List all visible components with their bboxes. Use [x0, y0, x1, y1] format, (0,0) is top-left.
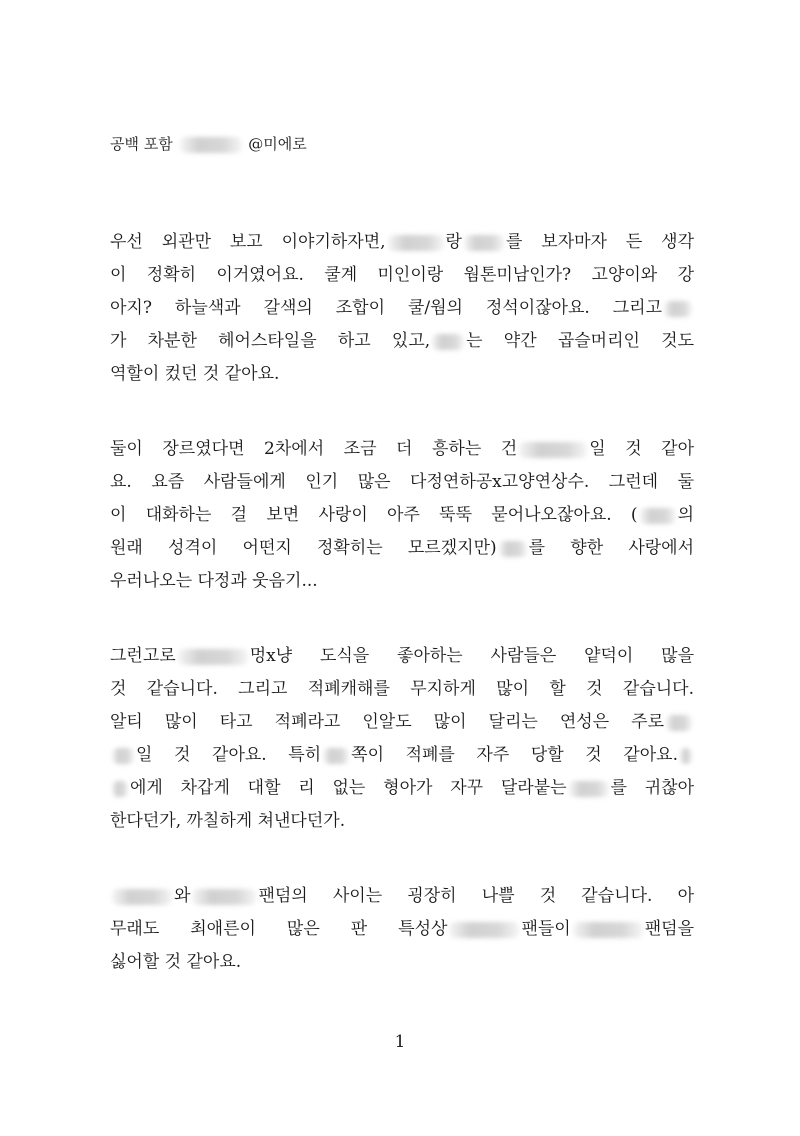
text-segment: 우선 외관만 보고 이야기하자면,	[110, 232, 386, 252]
redacted-text	[112, 889, 172, 905]
text-segment: 일 것 같아	[589, 439, 694, 459]
text-segment: 이 정확히 이거였어요. 쿨계 미인이랑 웜톤미남인가? 고양이와 강	[110, 265, 694, 285]
header-handle: @미에로	[248, 135, 307, 153]
text-segment: 팬들이	[521, 919, 571, 939]
text-segment: 팬덤의 사이는 굉장히 나쁠 것 같습니다. 아	[258, 886, 694, 906]
redacted-text	[192, 889, 256, 905]
text-line	[110, 739, 694, 772]
paragraph	[110, 226, 694, 391]
header-prefix: 공백 포함	[110, 135, 173, 153]
redacted-text	[112, 781, 128, 797]
redacted-text	[573, 922, 643, 938]
text-segment: 의	[677, 505, 694, 525]
text-line	[110, 325, 694, 358]
redacted-text	[180, 137, 242, 153]
text-segment: 우러나오는 다정과 웃음기...	[110, 571, 318, 591]
redacted-text	[464, 235, 504, 251]
redacted-text	[519, 442, 587, 458]
text-line	[110, 772, 694, 805]
text-segment: 를 귀찮아	[610, 778, 694, 798]
redacted-text	[499, 541, 527, 557]
text-line	[110, 433, 694, 466]
paragraph	[110, 433, 694, 598]
redacted-text	[323, 748, 349, 764]
page-header	[110, 134, 307, 154]
text-segment: 한다던가, 까칠하게 쳐낸다던가.	[110, 811, 346, 831]
text-segment: 그런고로	[110, 646, 176, 666]
paragraph	[110, 880, 694, 979]
text-segment: 것 같습니다. 그리고 적폐캐해를 무지하게 많이 할 것 같습니다.	[110, 679, 694, 699]
text-segment: 를 보자마자 든 생각	[505, 232, 694, 252]
text-line	[110, 565, 694, 598]
redacted-text	[680, 748, 692, 764]
text-segment: 멍x냥 도식을 좋아하는 사람들은 얕덕이 많을	[249, 646, 694, 666]
text-segment: 일 것 같아요. 특히	[136, 745, 322, 765]
text-line	[110, 805, 694, 838]
text-line	[110, 946, 694, 979]
redacted-text	[432, 334, 464, 350]
text-segment: 는 약간 곱슬머리인 것도	[466, 331, 694, 351]
redacted-text	[666, 715, 692, 731]
text-line	[110, 673, 694, 706]
text-segment: 팬덤을	[644, 919, 694, 939]
text-line	[110, 358, 694, 391]
redacted-text	[388, 235, 444, 251]
text-segment: 싫어할 것 같아요.	[110, 952, 242, 972]
text-segment: 와	[174, 886, 191, 906]
text-line	[110, 292, 694, 325]
redacted-text	[449, 922, 519, 938]
text-line	[110, 880, 694, 913]
redacted-text	[178, 649, 248, 665]
text-segment: 이 대화하는 걸 보면 사랑이 아주 뚝뚝 묻어나오잖아요. (	[110, 505, 638, 525]
text-segment: 를 향한 사랑에서	[528, 538, 695, 558]
text-segment: 알티 많이 타고 적폐라고 인알도 많이 달리는 연성은 주로	[110, 712, 664, 732]
text-segment: 에게 차갑게 대할 리 없는 형아가 자꾸 달라붙는	[130, 778, 567, 798]
paragraph	[110, 640, 694, 838]
text-line	[110, 466, 694, 499]
text-line	[110, 640, 694, 673]
page-number: 1	[394, 1032, 406, 1052]
text-line	[110, 706, 694, 739]
body-text	[110, 226, 694, 1021]
text-segment: 아지? 하늘색과 갈색의 조합이 쿨/웜의 정석이잖아요. 그리고	[110, 298, 662, 318]
text-line	[110, 499, 694, 532]
text-line	[110, 532, 694, 565]
text-segment: 역할이 컸던 것 같아요.	[110, 364, 280, 384]
text-segment: 랑	[445, 232, 462, 252]
text-segment: 가 차분한 헤어스타일을 하고 있고,	[110, 331, 431, 351]
text-segment: 원래 성격이 어떤지 정확히는 모르겠지만)	[110, 538, 497, 558]
redacted-text	[664, 301, 692, 317]
redacted-text	[112, 748, 134, 764]
redacted-text	[569, 781, 609, 797]
redacted-text	[640, 508, 676, 524]
text-segment: 둘이 장르였다면 2차에서 조금 더 흥하는 건	[110, 439, 518, 459]
text-line	[110, 913, 694, 946]
text-segment: 무래도 최애른이 많은 판 특성상	[110, 919, 448, 939]
text-line	[110, 259, 694, 292]
text-segment: 요. 요즘 사람들에게 인기 많은 다정연하공x고양연상수. 그런데 둘	[110, 472, 694, 492]
text-segment: 쪽이 적폐를 자주 당할 것 같아요.	[351, 745, 678, 765]
text-line	[110, 226, 694, 259]
